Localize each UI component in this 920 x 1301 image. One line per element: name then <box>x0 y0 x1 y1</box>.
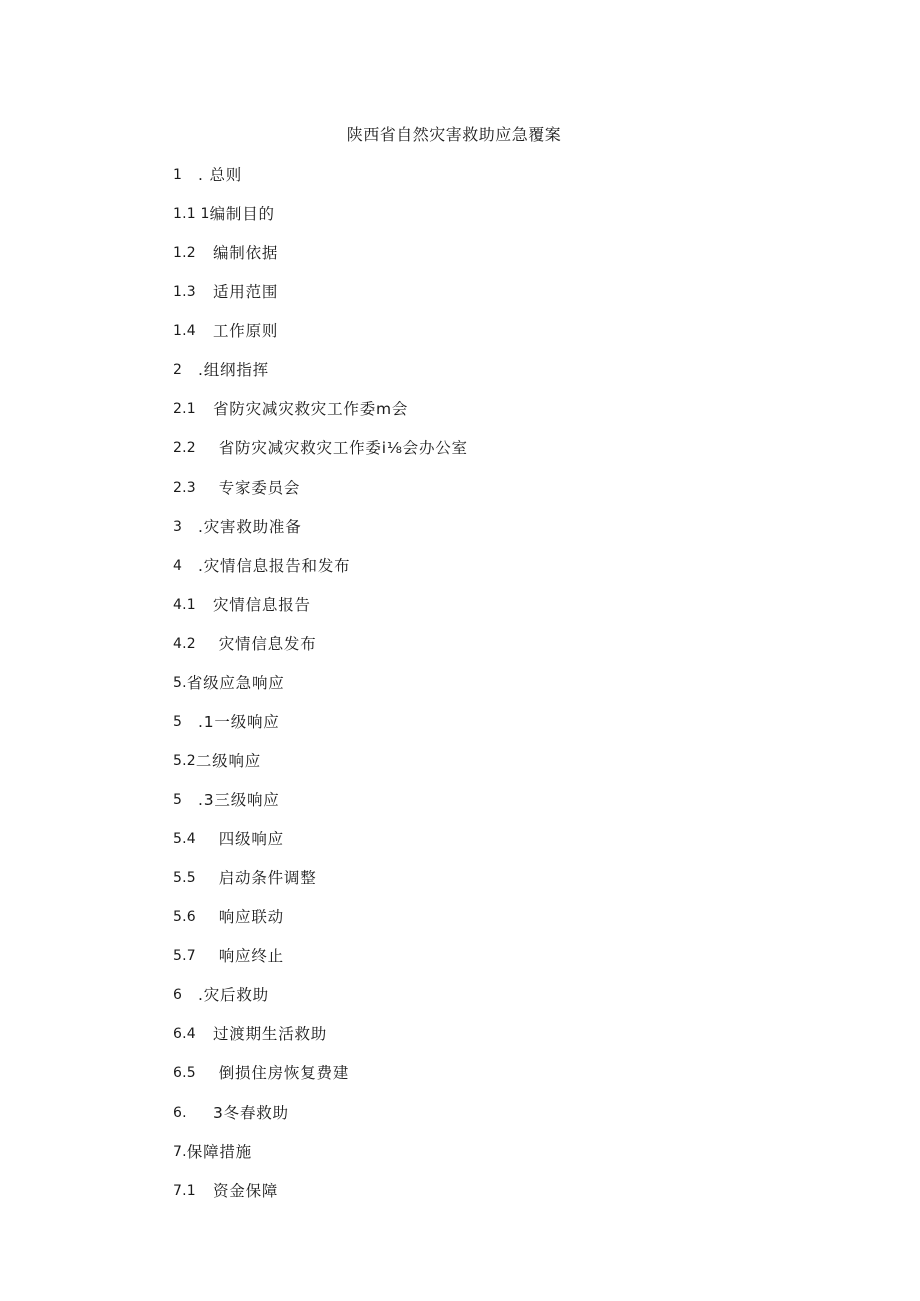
toc-entry <box>173 750 468 789</box>
toc-number: 2.1 <box>173 401 196 418</box>
toc-number: 1.4 <box>173 323 196 340</box>
toc-text: 编制目的 <box>209 205 275 224</box>
toc-number: 2 <box>173 362 183 379</box>
toc-number: 3 <box>173 518 183 535</box>
toc-number: 5.6 <box>173 909 196 926</box>
toc-text: 灾情信息发布 <box>213 634 317 653</box>
toc-text: 启动条件调整 <box>213 869 317 888</box>
toc-number: 5.7 <box>173 948 196 965</box>
toc-number: 7. <box>173 1143 187 1160</box>
toc-entry <box>173 789 468 828</box>
toc-number: 6.4 <box>173 1026 196 1043</box>
toc-entry <box>173 320 468 359</box>
toc-number: 5 <box>173 792 183 808</box>
toc-text: .3三级响应 <box>198 791 280 809</box>
toc-entry <box>173 945 468 984</box>
toc-text: 省防灾减灾救灾工作委i⅛会办公室 <box>213 439 468 458</box>
toc-text: 倒损住房恢复费建 <box>213 1064 350 1083</box>
toc-text: 资金保障 <box>213 1181 279 1200</box>
toc-number: 6. <box>173 1104 187 1121</box>
toc-number: 2.3 <box>173 479 196 496</box>
toc-text: 省级应急响应 <box>186 673 285 692</box>
toc-text: 省防灾减灾救灾工作委m会 <box>213 400 409 419</box>
toc-entry <box>173 1141 468 1180</box>
toc-entry <box>173 1023 468 1062</box>
toc-entry <box>173 398 468 437</box>
toc-number: 5 <box>173 713 183 730</box>
toc-text: . 总则 <box>198 166 243 184</box>
toc-entry <box>173 516 468 555</box>
toc-text: .1一级响应 <box>198 712 280 731</box>
toc-entry <box>173 359 468 398</box>
toc-text: 保障措施 <box>186 1142 252 1161</box>
toc-entry <box>173 555 468 594</box>
toc-number: 7.1 <box>173 1182 196 1199</box>
table-of-contents <box>173 164 468 1219</box>
toc-entry <box>173 1062 468 1101</box>
toc-entry <box>173 203 468 242</box>
toc-number: 1.2 <box>173 245 196 262</box>
toc-text: 二级响应 <box>195 751 262 770</box>
toc-number: 1.3 <box>173 284 196 301</box>
toc-text: 响应联动 <box>213 908 284 927</box>
toc-text: 四级响应 <box>213 830 284 849</box>
toc-text: 编制依据 <box>213 244 279 263</box>
toc-entry <box>173 633 468 672</box>
toc-text: 灾情信息报告 <box>213 595 311 614</box>
toc-text: .灾情信息报告和发布 <box>198 556 351 575</box>
toc-entry <box>173 672 468 711</box>
toc-entry <box>173 711 468 750</box>
toc-entry <box>173 828 468 867</box>
toc-text: 响应终止 <box>213 947 284 966</box>
toc-entry <box>173 1180 468 1219</box>
toc-number: 5.4 <box>173 831 196 848</box>
toc-entry <box>173 594 468 633</box>
toc-entry <box>173 477 468 516</box>
toc-entry <box>173 281 468 320</box>
toc-number: 5. <box>173 674 187 691</box>
toc-text: .组纲指挥 <box>198 361 269 380</box>
toc-text: 专家委员会 <box>213 478 301 497</box>
toc-text: .灾害救助准备 <box>198 517 302 536</box>
toc-number: 5.2 <box>173 752 196 769</box>
toc-text: 适用范围 <box>213 283 279 302</box>
toc-number: 6.5 <box>173 1065 196 1082</box>
toc-text: 3冬春救助 <box>213 1103 289 1122</box>
toc-entry <box>173 1102 468 1141</box>
toc-number: 4.1 <box>173 596 196 613</box>
toc-number: 4 <box>173 557 183 574</box>
toc-entry <box>173 164 468 203</box>
toc-entry <box>173 984 468 1023</box>
toc-number: 6 <box>173 987 183 1004</box>
toc-number: 5.5 <box>173 870 196 887</box>
toc-text: .灾后救助 <box>198 986 269 1005</box>
toc-number: 1.1 1 <box>173 206 210 223</box>
toc-text: 工作原则 <box>213 322 279 341</box>
toc-entry <box>173 437 468 476</box>
document-title: 陕西省自然灾害救助应急覆案 <box>346 125 562 144</box>
toc-number: 1 <box>173 167 183 183</box>
toc-text: 过渡期生活救助 <box>213 1025 328 1044</box>
toc-entry <box>173 242 468 281</box>
toc-number: 4.2 <box>173 635 196 652</box>
toc-entry <box>173 906 468 945</box>
toc-number: 2.2 <box>173 440 196 457</box>
toc-entry <box>173 867 468 906</box>
